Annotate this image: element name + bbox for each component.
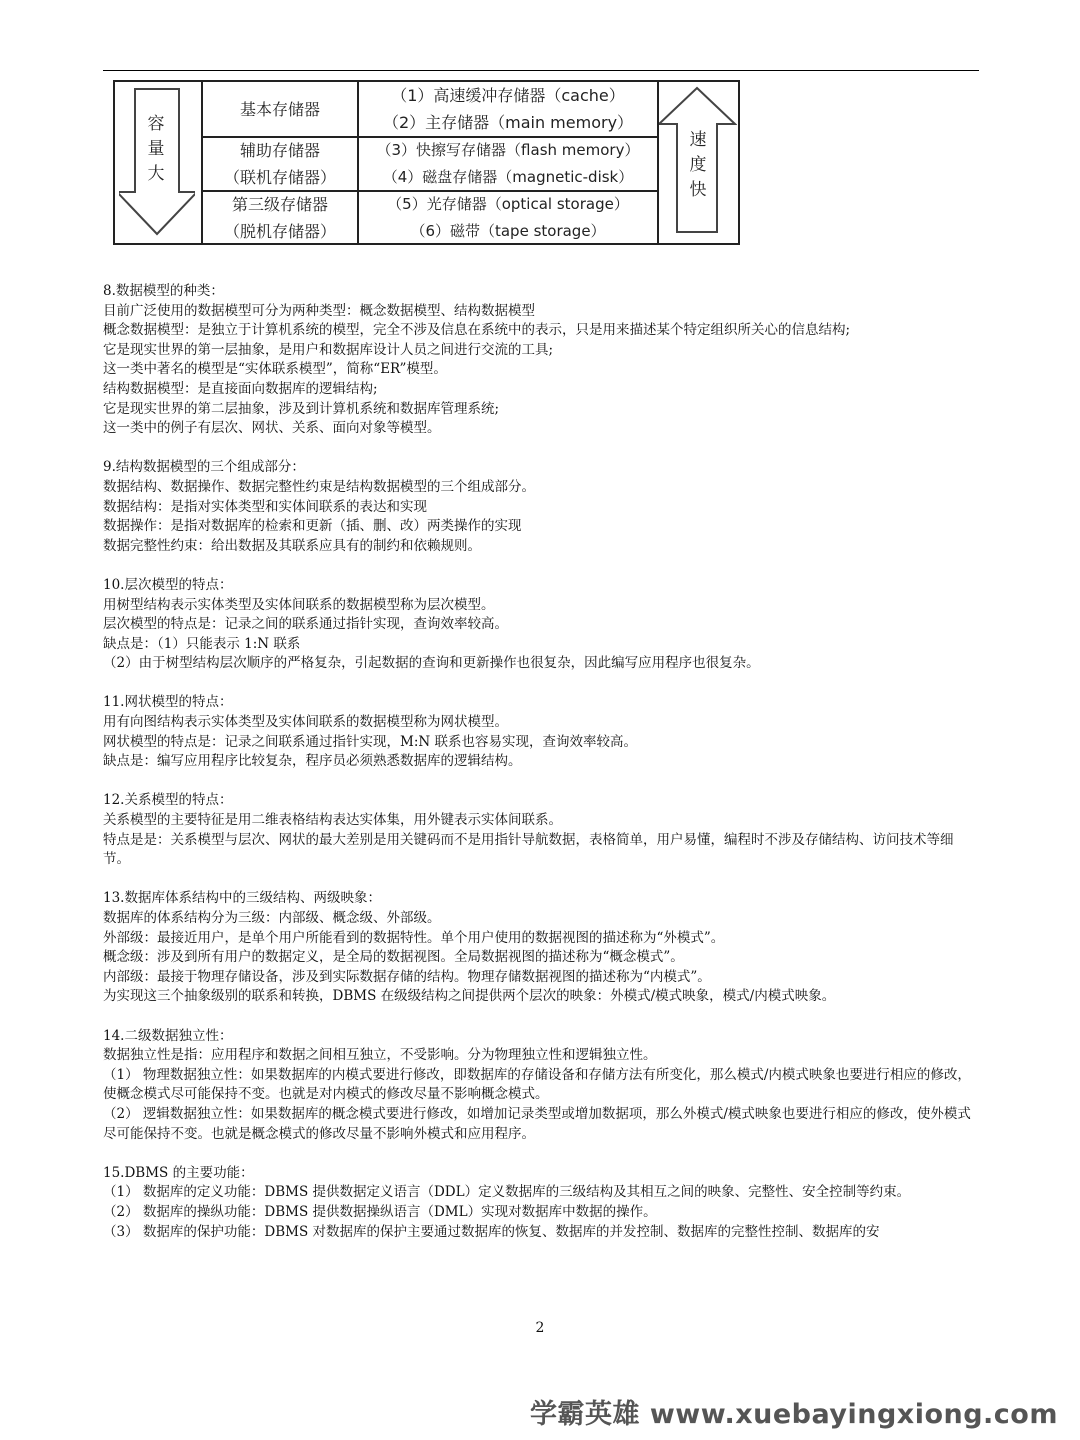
paragraph-line: （2）由于树型结构层次顺序的严格复杂，引起数据的查询和更新操作也很复杂，因此编写应用程序也很复杂。 (103, 655, 760, 672)
items-auxiliary-storage: （3）快擦写存储器（flash memory） （4）磁盘存储器（magnetic-disk） (376, 141, 640, 186)
paragraph-line: 关系模型的主要特征是用二维表格结构表达实体集，用外键表示实体间联系。 (103, 812, 562, 829)
section-gap (103, 674, 979, 694)
section-gap (103, 439, 979, 459)
section-heading: 10.层次模型的特点： (103, 576, 233, 593)
section-15 (103, 1164, 979, 1242)
paragraph-line: 数据完整性约束：给出数据及其联系应具有的制约和依赖规则。 (103, 537, 481, 554)
paragraph-line: （2） 逻辑数据独立性：如果数据库的概念模式要进行修改，如增加记录类型或增加数据项，那么外模式/模式映象也要进行相应的修改，使外模式尽可能保持不变。也就是概念模式的修改尽量不影响外模式和应用程序。 (103, 1105, 971, 1142)
section-gap (103, 870, 979, 890)
paragraph-line: 缺点是：（1）只能表示 1:N 联系 (103, 635, 301, 652)
paragraph-line: 外部级：最接近用户，是单个用户所能看到的数据特性。单个用户使用的数据视图的描述称为“外模式”。 (103, 929, 725, 946)
paragraph-line: （2） 数据库的操纵功能：DBMS 提供数据操纵语言（DML）实现对数据库中数据的操作。 (103, 1203, 657, 1220)
section-10 (103, 576, 979, 674)
section-gap (103, 772, 979, 792)
paragraph-line: 层次模型的特点是：记录之间的联系通过指针实现，查询效率较高。 (103, 616, 508, 633)
paragraph-line: 为实现这三个抽象级别的联系和转换，DBMS 在级级结构之间提供两个层次的映象：外模式/模式映象，模式/内模式映象。 (103, 988, 836, 1005)
paragraph-line: 数据结构：是指对实体类型和实体间联系的表达和实现 (103, 498, 427, 515)
paragraph-line: 它是现实世界的第一层抽象，是用户和数据库设计人员之间进行交流的工具; (103, 341, 554, 358)
paragraph-line: 数据独立性是指：应用程序和数据之间相互独立，不受影响。分为物理独立性和逻辑独立性。 (103, 1047, 657, 1064)
section-heading: 12.关系模型的特点： (103, 792, 233, 809)
page-number: 2 (535, 1320, 545, 1336)
brand-watermark: 学霸英雄 www.xuebayingxiong.com (529, 1399, 1058, 1430)
paragraph-line: （1） 物理数据独立性：如果数据库的内模式要进行修改，即数据库的存储设备和存储方法有所变化，那么模式/内模式映象也要进行相应的修改，使概念模式尽可能保持不变。也就是对内模式的修改尽量不影响概念模式。 (103, 1066, 971, 1103)
document-body (103, 282, 979, 1242)
paragraph-line: 用树型结构表示实体类型及实体间联系的数据模型称为层次模型。 (103, 596, 495, 613)
section-heading: 8.数据模型的种类： (103, 283, 224, 299)
paragraph-line: 数据库的体系结构分为三级：内部级、概念级、外部级。 (103, 910, 441, 926)
paragraph-line: 结构数据模型：是直接面向数据库的逻辑结构; (103, 380, 378, 397)
items-tertiary-storage: （5）光存储器（optical storage） （6）磁带（tape storage） (387, 194, 629, 240)
paragraph-line: 概念级：涉及到所有用户的数据定义，是全局的数据视图。全局数据视图的描述称为“概念模式”。 (103, 949, 684, 966)
section-gap (103, 1144, 979, 1164)
section-14 (103, 1027, 979, 1145)
section-8 (103, 282, 979, 439)
paragraph-line: 数据操作：是指对数据库的检索和更新（插、删、改）两类操作的实现 (103, 518, 522, 535)
paragraph-line: 特点是是：关系模型与层次、网状的最大差别是用关键码而不是用指针导航数据，表格简单，用户易懂，编程时不涉及存储结构、访问技术等细节。 (103, 831, 954, 868)
items-basic-storage: （1）高速缓冲存储器（cache） （2）主存储器（main memory） (382, 86, 634, 132)
paragraph-line: 这一类中的例子有层次、网状、关系、面向对象等模型。 (103, 420, 441, 437)
paragraph-line: （3） 数据库的保护功能：DBMS 对数据库的保护主要通过数据库的恢复、数据库的并发控制、数据库的完整性控制、数据库的安 (103, 1223, 880, 1240)
section-11 (103, 693, 979, 771)
paragraph-line: 缺点是：编写应用程序比较复杂，程序员必须熟悉数据库的逻辑结构。 (103, 753, 522, 770)
paragraph-line: 它是现实世界的第二层抽象，涉及到计算机系统和数据库管理系统; (103, 400, 500, 417)
section-12 (103, 791, 979, 869)
section-heading: 11.网状模型的特点： (103, 694, 233, 711)
section-gap (103, 1007, 979, 1027)
paragraph-line: 数据结构、数据操作、数据完整性约束是结构数据模型的三个组成部分。 (103, 478, 535, 495)
section-13 (103, 889, 979, 1007)
paragraph-line: 概念数据模型：是独立于计算机系统的模型，完全不涉及信息在系统中的表示，只是用来描述某个特定组织所关心的信息结构; (103, 322, 851, 339)
storage-hierarchy-figure (113, 80, 740, 245)
paragraph-line: （1） 数据库的定义功能：DBMS 提供数据定义语言（DDL）定义数据库的三级结构及其相互之间的映象、完整性、安全控制等约束。 (103, 1184, 911, 1201)
section-9 (103, 458, 979, 556)
section-heading: 9.结构数据模型的三个组成部分： (103, 459, 305, 476)
category-tertiary-storage: 第三级存储器 （脱机存储器） (223, 194, 336, 241)
paragraph-line: 这一类中著名的模型是“实体联系模型”，简称“ER”模型。 (103, 361, 447, 378)
header-rule (103, 70, 979, 71)
paragraph-line: 用有向图结构表示实体类型及实体间联系的数据模型称为网状模型。 (103, 714, 508, 731)
paragraph-line: 内部级：最接于物理存储设备，涉及到实际数据存储的结构。物理存储数据视图的描述称为“内模式”。 (103, 968, 711, 985)
speed-label: 速 度 快 (689, 130, 707, 200)
section-gap (103, 556, 979, 576)
capacity-label: 容 量 大 (147, 114, 165, 184)
paragraph-line: 网状模型的特点是：记录之间联系通过指针实现，M:N 联系也容易实现，查询效率较高。 (103, 733, 637, 750)
category-auxiliary-storage: 辅助存储器 （联机存储器） (223, 141, 336, 187)
category-basic-storage: 基本存储器 (239, 99, 320, 119)
paragraph-line: 目前广泛使用的数据模型可分为两种类型：概念数据模型、结构数据模型 (103, 302, 535, 319)
section-heading: 13.数据库体系结构中的三级结构、两级映象： (103, 890, 381, 907)
section-heading: 15.DBMS 的主要功能： (103, 1164, 254, 1181)
section-heading: 14.二级数据独立性： (103, 1027, 233, 1044)
